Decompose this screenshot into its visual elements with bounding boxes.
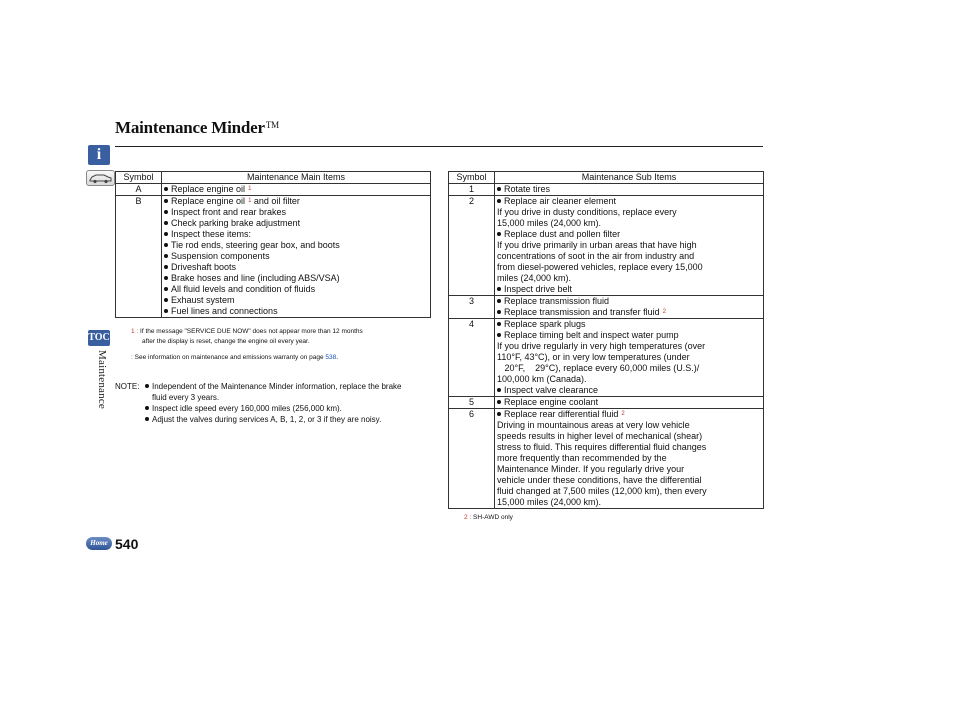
title-divider [115,146,763,147]
symbol-cell: 2 [449,196,495,208]
footnote-1 [131,327,363,347]
item-text: Inspect these items: [171,229,252,239]
symbol-cell [116,218,162,229]
item-cell [162,284,431,295]
note-item: Independent of the Maintenance Minder information, replace the brake [145,381,402,392]
item-text: Replace timing belt and inspect water pump [504,330,679,340]
item-cell [162,240,431,251]
car-icon[interactable] [86,170,115,186]
symbol-cell [449,352,495,363]
footnote-number: : [131,354,133,361]
item-cell [162,184,431,196]
item-cell [162,207,431,218]
table-row [116,229,431,240]
item-cell [495,229,764,240]
info-icon[interactable]: i [88,145,110,165]
symbol-cell [449,475,495,486]
item-cell [495,330,764,341]
symbol-cell [116,229,162,240]
symbol-cell [449,330,495,341]
bullet-icon [164,287,168,291]
table-row [116,306,431,318]
item-text: Brake hoses and line (including ABS/VSA) [171,273,340,283]
note-item: Adjust the valves during services A, B, 1, 2, or 3 if they are noisy. [145,414,402,425]
bullet-icon [164,298,168,302]
bullet-icon [164,254,168,258]
item-text: If you drive primarily in urban areas that have high [497,240,697,250]
item-cell [495,497,764,509]
page-title: Maintenance Minder™ [115,118,279,137]
table-row [449,330,764,341]
bullet-icon [497,310,501,314]
item-cell [162,273,431,284]
table-row [449,420,764,431]
symbol-cell [116,240,162,251]
bullet-icon [164,221,168,225]
item-cell [495,475,764,486]
table-row [449,431,764,442]
symbol-cell: A [116,184,162,196]
bullet-icon [164,243,168,247]
symbol-cell [116,207,162,218]
item-cell [495,442,764,453]
table-row [449,497,764,509]
symbol-cell [449,262,495,273]
symbol-cell [116,306,162,318]
item-text: Rotate tires [504,184,551,194]
item-text: vehicle under these conditions, have the differential [497,475,702,485]
symbol-cell: 3 [449,296,495,308]
item-cell [495,218,764,229]
footnote-2 [464,513,513,523]
symbol-cell [449,307,495,319]
bullet-icon [145,417,149,421]
item-cell [495,453,764,464]
item-cell [495,296,764,308]
sub-items-table [448,171,764,509]
item-text: Driveshaft boots [171,262,237,272]
footnote-text: after the display is reset, change the engine oil every year. [142,338,310,345]
column-header: Symbol [449,172,495,184]
bullet-icon [497,299,501,303]
item-cell [495,207,764,218]
symbol-cell [116,262,162,273]
bullet-icon [164,265,168,269]
table-row [449,284,764,296]
table-row [116,295,431,306]
symbol-cell [449,431,495,442]
column-header: Symbol [116,172,162,184]
table-row [449,251,764,262]
footnote-text: . [336,354,339,361]
item-text: If you drive in dusty conditions, replace every [497,207,677,217]
item-cell [495,420,764,431]
symbol-cell: 5 [449,397,495,409]
symbol-cell: 4 [449,319,495,331]
table-row [449,475,764,486]
item-text: and oil filter [251,196,300,206]
symbol-cell [449,420,495,431]
bullet-icon [145,406,149,410]
table-row [449,296,764,308]
symbol-cell: 6 [449,409,495,421]
item-cell [162,229,431,240]
item-cell [495,284,764,296]
trademark-mark: TM [265,120,279,130]
symbol-cell [116,295,162,306]
bullet-icon [497,322,501,326]
note-item: fluid every 3 years. [152,393,220,402]
symbol-cell [449,207,495,218]
item-text: Replace engine coolant [504,397,599,407]
note-label: NOTE: [115,382,140,391]
notes-list [145,381,402,425]
item-text: Replace dust and pollen filter [504,229,621,239]
bullet-icon [497,388,501,392]
item-text: speeds results in higher level of mechanical (shear) [497,431,703,441]
footnote-warranty [131,353,338,363]
symbol-cell [449,251,495,262]
symbol-cell [449,240,495,251]
item-cell [495,240,764,251]
bullet-icon [497,199,501,203]
item-cell [162,262,431,273]
table-row [449,352,764,363]
item-cell [495,464,764,475]
symbol-cell [449,486,495,497]
item-text: All fluid levels and condition of fluids [171,284,316,294]
item-text: 110°F, 43°C), or in very low temperatures (under [497,352,690,362]
item-cell [162,295,431,306]
table-row [449,464,764,475]
bullet-icon [164,210,168,214]
table-row [449,184,764,196]
item-text: Replace engine oil [171,196,246,206]
bullet-icon [497,412,501,416]
footnote-ref: 1 [248,186,252,192]
table-row [116,207,431,218]
table-row [449,385,764,397]
bullet-icon [145,384,149,388]
symbol-cell [116,273,162,284]
table-row [449,262,764,273]
bullet-icon [497,187,501,191]
table-row [449,307,764,319]
footnote-number: 1 : [131,328,139,335]
item-cell [495,196,764,208]
footnote-number: 2 : [464,514,472,521]
item-text: Check parking brake adjustment [171,218,301,228]
footnote-ref: 2 [662,309,666,315]
item-cell [495,374,764,385]
symbol-cell [449,341,495,352]
table-row [449,229,764,240]
page-link[interactable]: 538 [325,354,337,361]
item-cell [495,431,764,442]
item-cell [495,363,764,374]
table-row [116,184,431,196]
item-cell [495,486,764,497]
table-row [449,341,764,352]
table-header-row [449,172,764,184]
item-text: Replace transmission fluid [504,296,610,306]
item-cell [495,352,764,363]
item-cell [495,397,764,409]
symbol-cell [449,273,495,284]
symbol-cell [449,284,495,296]
bullet-icon [164,309,168,313]
item-text: Suspension components [171,251,270,261]
section-label: Maintenance [96,350,108,410]
item-cell [162,196,431,208]
item-text: from diesel-powered vehicles, replace every 15,000 [497,262,703,272]
symbol-cell [449,218,495,229]
item-text: Inspect valve clearance [504,385,599,395]
item-text: more frequently than recommended by the [497,453,667,463]
item-text: Tie rod ends, steering gear box, and boots [171,240,340,250]
main-items-table [115,171,431,318]
column-header: Maintenance Sub Items [495,172,764,184]
item-cell [495,184,764,196]
table-row [449,240,764,251]
footnote-text: SH-AWD only [473,514,513,521]
item-cell [162,251,431,262]
table-row [116,273,431,284]
table-row [116,240,431,251]
footnote-text: If the message "SERVICE DUE NOW" does not appear more than 12 months [140,328,363,335]
item-cell [495,307,764,319]
page-number: 540 [115,536,139,552]
table-row [116,196,431,208]
table-row [116,251,431,262]
table-row [116,284,431,295]
symbol-cell [449,453,495,464]
symbol-cell [449,464,495,475]
table-row [449,319,764,331]
item-text: fluid changed at 7,500 miles (12,000 km), then every [497,486,707,496]
bullet-icon [164,232,168,236]
table-row [116,218,431,229]
item-text: If you drive regularly in very high temperatures (over [497,341,706,351]
symbol-cell [449,385,495,397]
item-text: Inspect front and rear brakes [171,207,287,217]
item-text: Replace air cleaner element [504,196,617,206]
symbol-cell [449,229,495,240]
item-text: Replace engine oil [171,184,246,194]
symbol-cell [449,363,495,374]
item-text: Exhaust system [171,295,235,305]
table-row [449,196,764,208]
table-row [116,262,431,273]
table-row [449,363,764,374]
item-cell [495,319,764,331]
table-row [449,374,764,385]
table-row [449,453,764,464]
item-text: 15,000 miles (24,000 km). [497,497,602,507]
item-text: Driving in mountainous areas at very low vehicle [497,420,690,430]
bullet-icon [164,276,168,280]
footnote-text: See information on maintenance and emissions warranty on page [134,354,324,361]
symbol-cell: 1 [449,184,495,196]
symbol-cell [449,497,495,509]
bullet-icon [497,232,501,236]
column-header: Maintenance Main Items [162,172,431,184]
table-row [449,486,764,497]
home-button[interactable]: Home [86,537,112,550]
symbol-cell [116,251,162,262]
item-cell [495,385,764,397]
item-text: stress to fluid. This requires differential fluid changes [497,442,707,452]
table-row [449,442,764,453]
item-text: 15,000 miles (24,000 km). [497,218,602,228]
item-cell [495,341,764,352]
item-text: Replace transmission and transfer fluid [504,307,660,317]
item-text: Maintenance Minder. If you regularly drive your [497,464,685,474]
table-row [449,218,764,229]
item-cell [495,262,764,273]
bullet-icon [497,400,501,404]
bullet-icon [497,333,501,337]
item-text: Fuel lines and connections [171,306,278,316]
item-text: concentrations of soot in the air from industry and [497,251,695,261]
item-cell [162,218,431,229]
bullet-icon [164,199,168,203]
toc-button[interactable]: TOC [88,330,110,346]
table-row [449,397,764,409]
symbol-cell [116,284,162,295]
table-row [449,207,764,218]
table-header-row [116,172,431,184]
bullet-icon [497,287,501,291]
item-text: Replace rear differential fluid [504,409,619,419]
bullet-icon [164,187,168,191]
item-cell [495,273,764,284]
item-text: 20°F, 29°C), replace every 60,000 miles (U.S.)/ [497,363,700,373]
table-row [449,409,764,421]
footnote-ref: 2 [621,411,625,417]
item-cell [162,306,431,318]
footnote-ref: 1 [248,198,252,204]
symbol-cell: B [116,196,162,208]
item-cell [495,409,764,421]
note-item: Inspect idle speed every 160,000 miles (256,000 km). [145,403,402,414]
item-text: Inspect drive belt [504,284,573,294]
symbol-cell [449,442,495,453]
symbol-cell [449,374,495,385]
item-text: 100,000 km (Canada). [497,374,587,384]
item-text: miles (24,000 km). [497,273,572,283]
item-text: Replace spark plugs [504,319,586,329]
table-row [449,273,764,284]
item-cell [495,251,764,262]
